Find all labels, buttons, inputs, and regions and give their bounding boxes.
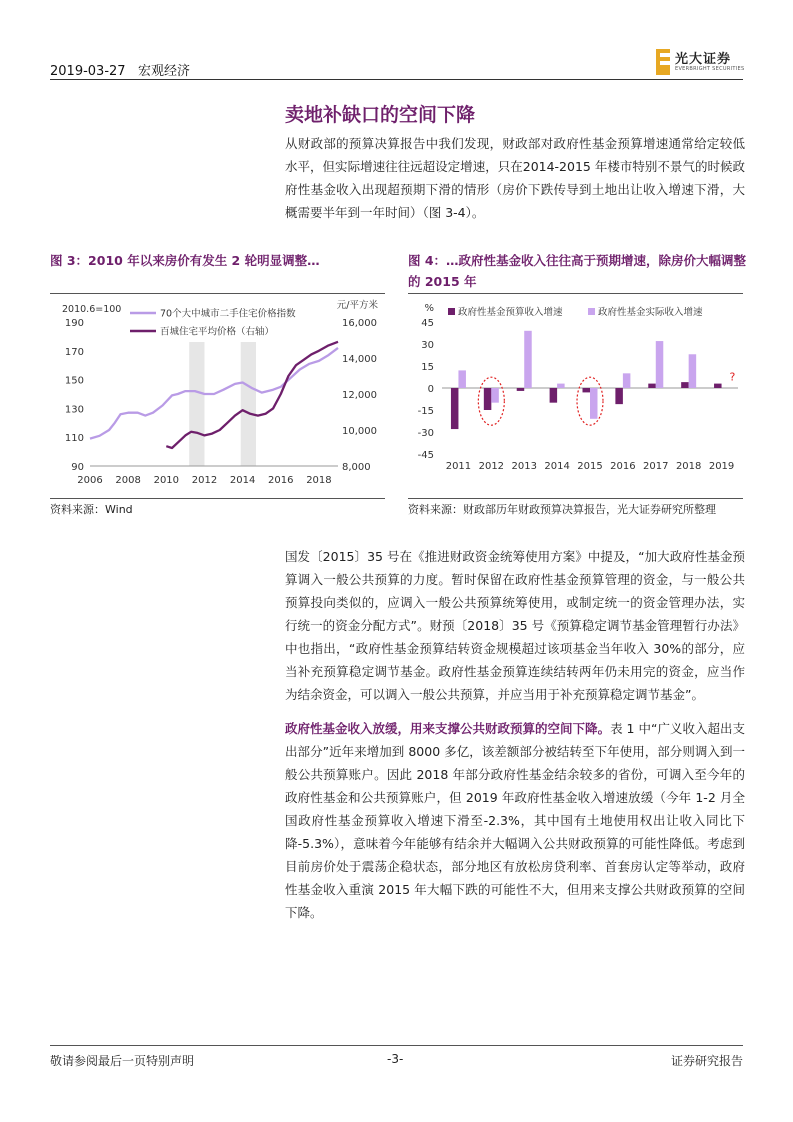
figure-4-top-rule xyxy=(408,293,743,294)
right-y-tick-label: 16,000 xyxy=(342,318,377,329)
footer-report-type: 证券研究报告 xyxy=(671,1054,744,1068)
bar-0-2013 xyxy=(517,388,525,391)
figure-3-bottom-rule xyxy=(50,498,385,499)
intro-paragraph: 从财政部的预算决算报告中我们发现，财政部对政府性基金预算增速通常给定较低水平，但实际增速往往远超设定增速，只在2014-2015 年楼市特别不景气的时候政府性基金收入出现超预期下滑的情形（房价下跌传导到土地出让收入增速下滑，大概需要半年到一年时间）（图 3-4）。 xyxy=(285,136,745,220)
body-paragraph-2-text: 表 1 中“广义收入超出支出部分”近年来增加到 8000 多亿，该差额部分被结转至下年使用，部分则调入到一般公共预算账户。因此 2018 年部分政府性基金结余较多的省份，可调入至今年的政府性基金和公共预算账户，但 2019 年政府性基金收入增速放缓（今年 1-2 月全国政府性基金预算收入增速下滑至-2.3%，其中国有土地使用权出让收入同比下降-5.3%），意味着今年能够有结余并大幅调入公共财政预算的可能性降低。考虑到目前房价处于震荡企稳状态，部分地区有放松房贷利率、首套房认定等举动，政府性基金收入重演 2015 年大幅下跌的可能性不大，但用来支撑公共财政预算的空间下降。 xyxy=(285,721,745,920)
left-y-tick-label: 170 xyxy=(64,346,84,358)
left-y-tick-label: 150 xyxy=(64,375,84,387)
shaded-period-0 xyxy=(189,342,204,466)
x-tick-label: 2018 xyxy=(306,475,332,486)
x-tick-label: 2012 xyxy=(191,475,218,486)
bar-0-2014 xyxy=(550,388,558,403)
legend-label-1: 百城住宅平均价格（右轴） xyxy=(160,326,275,338)
x-tick-label: 2015 xyxy=(577,461,603,472)
report-category: 宏观经济 xyxy=(137,64,190,79)
bar-0-2012 xyxy=(484,388,492,410)
report-date-category xyxy=(50,60,190,79)
figure-3-title: 图 3：2010 年以来房价有发生 2 轮明显调整… xyxy=(50,253,320,268)
legend-swatch-1 xyxy=(588,308,595,315)
x-tick-label: 2016 xyxy=(610,461,636,472)
bar-1-2014 xyxy=(557,384,565,388)
logo-english-name: EVERBRIGHT SECURITIES xyxy=(675,66,745,72)
legend-label-1: 政府性基金实际收入增速 xyxy=(598,307,703,318)
body-paragraph-1: 国发〔2015〕35 号在《推进财政资金统筹使用方案》中提及，“加大政府性基金预算调入一般公共预算的力度。暂时保留在政府性基金预算管理的资金，与一般公共预算投向类似的，应调入一般公共预算统筹使用，或制定统一的资金管理办法，实行统一的资金分配方式”。财预〔2018〕35 号《预算稳定调节基金管理暂行办法》中也指出，“政府性基金预算结转资金规模超过该项基金当年收入 30%的部分，应当补充预算稳定调节基金。政府性基金预算连续结转两年仍未用完的资金，应当作为结余资金，可以调入一般公共预算，并应当用于补充预算稳定调节基金”。 xyxy=(285,549,745,702)
x-tick-label: 2016 xyxy=(268,475,294,486)
bar-1-2018 xyxy=(689,354,697,388)
bar-0-2019 xyxy=(714,384,722,388)
left-y-tick-label: 130 xyxy=(64,404,84,416)
left-axis-base-label: 2010.6=100 xyxy=(62,304,122,315)
bar-1-2011 xyxy=(458,370,466,388)
bar-0-2016 xyxy=(615,388,623,404)
company-logo xyxy=(656,48,746,78)
header-rule xyxy=(50,79,743,80)
right-y-tick-label: 10,000 xyxy=(342,426,377,437)
y-tick-label: -15 xyxy=(417,406,434,417)
bar-1-2016 xyxy=(623,373,631,388)
x-tick-label: 2010 xyxy=(153,475,180,486)
bar-0-2017 xyxy=(648,384,656,388)
y-tick-label: 15 xyxy=(421,362,434,373)
bar-1-2013 xyxy=(524,331,532,388)
figure-3-source: 资料来源：Wind xyxy=(50,503,133,516)
left-y-tick-label: 110 xyxy=(64,433,84,445)
report-date: 2019-03-27 xyxy=(50,64,126,79)
left-y-tick-label: 190 xyxy=(64,318,84,329)
figure-3-line-chart xyxy=(50,295,385,495)
figure-4-source: 资料来源：财政部历年财政预算决算报告，光大证券研究所整理 xyxy=(408,503,716,516)
figure-3-top-rule xyxy=(50,293,385,294)
y-tick-label: -45 xyxy=(417,450,434,461)
y-unit-label: % xyxy=(424,303,434,314)
x-tick-label: 2017 xyxy=(643,461,669,472)
right-y-tick-label: 14,000 xyxy=(342,354,377,365)
section-title: 卖地补缺口的空间下降 xyxy=(285,104,476,126)
left-y-tick-label: 90 xyxy=(71,462,84,473)
body-paragraph-2-lead: 政府性基金收入放缓，用来支撑公共财政预算的空间下降。 xyxy=(285,721,611,736)
right-axis-unit-label: 元/平方米 xyxy=(336,300,378,311)
legend-label-0: 70个大中城市二手住宅价格指数 xyxy=(160,308,296,320)
question-annotation: ? xyxy=(729,370,736,384)
bar-1-2012 xyxy=(491,388,499,403)
bar-1-2015 xyxy=(590,388,598,419)
x-tick-label: 2011 xyxy=(445,461,472,472)
right-y-tick-label: 8,000 xyxy=(342,462,371,473)
bar-0-2011 xyxy=(451,388,459,429)
y-tick-label: 30 xyxy=(421,340,434,351)
shaded-period-1 xyxy=(241,342,256,466)
x-tick-label: 2019 xyxy=(708,461,735,472)
body-paragraph-2 xyxy=(285,717,745,924)
y-tick-label: 45 xyxy=(421,318,434,329)
bar-0-2018 xyxy=(681,382,689,388)
x-tick-label: 2014 xyxy=(229,475,256,486)
footer-disclaimer: 敬请参阅最后一页特别声明 xyxy=(50,1054,195,1068)
bar-1-2017 xyxy=(656,341,664,388)
footer-rule xyxy=(50,1045,743,1046)
legend-swatch-0 xyxy=(448,308,455,315)
x-tick-label: 2012 xyxy=(478,461,505,472)
y-tick-label: -30 xyxy=(417,428,434,439)
figure-4-title: 图 4：…政府性基金收入往往高于预期增速，除房价大幅调整的 2015 年 xyxy=(408,253,747,289)
bar-0-2015 xyxy=(583,388,591,392)
x-tick-label: 2006 xyxy=(77,475,103,486)
footer-page-number: -3- xyxy=(387,1052,404,1066)
figure-4-bar-chart xyxy=(408,295,743,495)
x-tick-label: 2018 xyxy=(675,461,702,472)
x-tick-label: 2013 xyxy=(511,461,537,472)
legend-label-0: 政府性基金预算收入增速 xyxy=(458,307,563,318)
right-y-tick-label: 12,000 xyxy=(342,390,377,401)
x-tick-label: 2008 xyxy=(115,475,141,486)
logo-chinese-name: 光大证券 xyxy=(675,52,732,67)
x-tick-label: 2014 xyxy=(544,461,570,472)
logo-mark-icon xyxy=(656,49,670,75)
figure-4-bottom-rule xyxy=(408,498,743,499)
y-tick-label: 0 xyxy=(427,384,434,395)
